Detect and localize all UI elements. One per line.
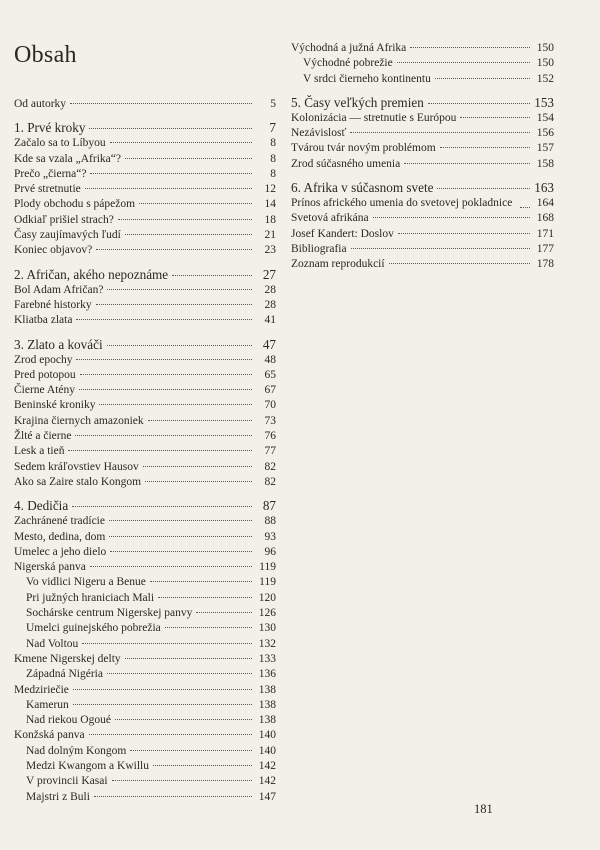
toc-entry [14,313,276,328]
toc-entry-title: 3. Zlato a kováči [14,336,103,352]
toc-entry-title: Zoznam reprodukcií [291,258,385,271]
toc-entry-title: 1. Prvé kroky [14,120,86,136]
dot-leader [85,188,252,189]
toc-entry [291,72,554,87]
dot-leader [109,520,252,521]
dot-leader [125,658,252,659]
toc-entry-title: Ako sa Zaire stalo Kongom [14,475,142,488]
toc-entry-page: 77 [264,445,276,458]
dot-leader [118,219,252,220]
toc-entry [291,111,554,126]
dot-leader [389,263,530,264]
toc-entry-title: Zrod súčasného umenia [291,157,401,170]
toc-right-column [291,41,554,273]
dot-leader [145,481,252,482]
dot-leader [440,147,530,148]
toc-entry-title: Prínos afrického umenia do svetovej pokladnice [291,197,513,210]
toc-entry [291,196,554,211]
toc-entry-title: Kde sa vzala „Afrika“? [14,152,121,165]
toc-entry-title: Časy zaujímavých ľudí [14,229,121,242]
toc-entry-page: 153 [534,94,554,110]
dot-leader [109,536,252,537]
toc-entry [14,514,276,529]
toc-entry [14,444,276,459]
toc-entry-title: Kolonizácia — stretnutie s Európou [291,111,457,124]
toc-entry-page: 130 [258,622,276,635]
toc-entry-title: Umelec a jeho dielo [14,545,107,558]
toc-entry-page: 82 [264,475,276,488]
dot-leader [125,158,252,159]
toc-entry-title: Beninské kroniky [14,399,96,412]
toc-entry [291,141,554,156]
dot-leader [397,62,530,63]
toc-entry [14,667,276,682]
toc-entry-page: 168 [536,212,554,225]
dot-leader [398,233,530,234]
toc-entry-page: 14 [264,198,276,211]
toc-entry-page: 88 [264,515,276,528]
toc-entry [14,475,276,490]
toc-entry-title: Začalo sa to Líbyou [14,137,106,150]
toc-entry-page: 87 [262,498,276,514]
toc-entry-page: 82 [264,460,276,473]
toc-entry [14,197,276,212]
dot-leader [76,359,252,360]
toc-chapter-entry [14,497,276,514]
dot-leader [76,319,252,320]
dot-leader [107,673,252,674]
dot-leader [404,163,530,164]
toc-left-column [14,97,276,805]
toc-entry-title: Západná Nigéria [26,668,103,681]
toc-entry-title: Od autorky [14,98,67,110]
toc-entry-title: Bol Adam Afričan? [14,283,104,296]
toc-chapter-entry [14,266,276,283]
toc-entry-title: Prvé stretnutie [14,183,81,196]
page-title: Obsah [14,42,77,68]
toc-entry [291,126,554,141]
toc-entry-page: 163 [534,180,554,196]
toc-entry [14,575,276,590]
toc-entry-title: V srdci čierneho kontinentu [303,72,431,85]
toc-entry-page: 8 [270,167,276,180]
toc-entry-page: 154 [536,111,554,124]
dot-leader [520,207,530,208]
dot-leader [73,704,252,705]
toc-entry-page: 132 [258,637,276,650]
toc-entry-page: 18 [264,213,276,226]
toc-entry-page: 120 [258,591,276,604]
toc-entry-page: 28 [264,298,276,311]
toc-entry-title: Kmene Nigerskej delty [14,652,121,665]
toc-entry [291,257,554,272]
toc-entry-title: 4. Dedičia [14,498,69,514]
toc-entry [291,227,554,242]
toc-entry-title: Mesto, dedina, dom [14,530,106,543]
toc-entry [14,228,276,243]
toc-entry-page: 126 [258,607,276,620]
toc-entry-title: Majstri z Buli [26,790,90,803]
toc-entry [14,353,276,368]
toc-entry [14,243,276,258]
toc-entry-title: Konžská panva [14,729,85,742]
toc-entry [14,606,276,621]
toc-entry-page: 164 [536,197,554,210]
dot-leader [75,435,252,436]
toc-entry-page: 133 [258,652,276,665]
toc-entry-page: 73 [264,414,276,427]
toc-entry [291,56,554,71]
toc-entry-page: 142 [258,775,276,788]
toc-entry [14,368,276,383]
toc-entry [14,713,276,728]
toc-entry-title: 6. Afrika v súčasnom svete [291,180,434,196]
toc-entry [291,157,554,172]
dot-leader [107,289,252,290]
toc-entry-page: 8 [270,152,276,165]
toc-entry-page: 67 [264,384,276,397]
dot-leader [70,103,252,104]
dot-leader [125,234,252,235]
toc-entry [14,728,276,743]
toc-entry [14,136,276,151]
toc-entry-title: Medzi Kwangom a Kwillu [26,759,149,772]
toc-entry-page: 140 [258,744,276,757]
toc-entry-page: 157 [536,142,554,155]
toc-chapter-entry [14,336,276,353]
toc-entry [291,242,554,257]
toc-entry-title: Sochárske centrum Nigerskej panvy [26,607,193,620]
toc-entry-page: 47 [262,336,276,352]
dot-leader [94,796,252,797]
toc-entry-page: 48 [264,353,276,366]
dot-leader [110,551,252,552]
toc-entry-title: Svetová afrikána [291,212,369,225]
toc-entry-page: 140 [258,729,276,742]
dot-leader [373,217,530,218]
toc-entry [14,97,276,112]
dot-leader [68,450,252,451]
toc-entry [291,41,554,56]
toc-entry-page: 177 [536,242,554,255]
toc-entry-page: 156 [536,127,554,140]
toc-entry [14,774,276,789]
dot-leader [435,78,530,79]
toc-entry-page: 23 [264,244,276,257]
toc-entry [14,213,276,228]
dot-leader [90,173,252,174]
toc-entry-title: Bibliografia [291,242,347,255]
toc-entry-title: Medziriečie [14,683,69,696]
toc-entry-title: Nad dolným Kongom [26,744,127,757]
toc-entry [14,637,276,652]
toc-entry-page: 142 [258,759,276,772]
toc-entry-title: Nigerská panva [14,561,86,574]
toc-entry [14,530,276,545]
toc-entry-title: Žlté a čierne [14,430,72,443]
toc-chapter-entry [14,119,276,136]
toc-entry-title: V provincii Kasai [26,775,108,788]
dot-leader [196,612,252,613]
dot-leader [428,103,530,104]
toc-entry-page: 138 [258,683,276,696]
toc-entry-page: 65 [264,368,276,381]
toc-entry-title: Sedem kráľovstiev Hausov [14,460,139,473]
toc-entry-page: 27 [262,266,276,282]
toc-entry-title: Odkiaľ prišiel strach? [14,213,114,226]
toc-entry-title: Nad Voltou [26,637,79,650]
toc-entry-title: Plody obchodu s pápežom [14,198,136,211]
toc-entry [14,283,276,298]
toc-entry-page: 7 [269,120,276,136]
dot-leader [130,750,252,751]
toc-entry-page: 158 [536,157,554,170]
toc-entry-page: 76 [264,430,276,443]
toc-entry-page: 171 [536,227,554,240]
toc-entry [291,211,554,226]
dot-leader [460,117,530,118]
toc-entry-page: 138 [258,714,276,727]
toc-entry [14,621,276,636]
toc-entry [14,591,276,606]
dot-leader [96,304,252,305]
toc-entry [14,790,276,805]
toc-entry-page: 12 [264,183,276,196]
toc-entry-title: Východné pobrežie [303,57,393,70]
toc-entry-title: 5. Časy veľkých premien [291,94,424,110]
toc-entry [14,759,276,774]
toc-entry-page: 178 [536,258,554,271]
toc-entry-title: Zachránené tradície [14,515,105,528]
dot-leader [112,780,252,781]
toc-entry [14,460,276,475]
dot-leader [350,132,530,133]
toc-entry [14,560,276,575]
toc-entry-page: 28 [264,283,276,296]
toc-entry [14,398,276,413]
toc-entry-page: 150 [536,42,554,54]
toc-entry-title: Nad riekou Ogoué [26,714,111,727]
toc-entry [14,429,276,444]
toc-entry-page: 150 [536,57,554,70]
dot-leader [410,47,530,48]
toc-entry-page: 119 [259,576,276,589]
toc-entry-title: Vo vidlici Nigeru a Benue [26,576,146,589]
dot-leader [89,734,252,735]
toc-entry-page: 41 [264,314,276,327]
dot-leader [99,404,252,405]
dot-leader [172,275,252,276]
toc-entry [14,744,276,759]
toc-entry [14,182,276,197]
toc-entry-title: Kliatba zlata [14,314,73,327]
toc-entry-title: Prečo „čierna“? [14,167,87,180]
toc-entry-page: 93 [264,530,276,543]
toc-entry [14,652,276,667]
dot-leader [139,203,252,204]
toc-entry-page: 21 [264,229,276,242]
toc-entry [14,167,276,182]
toc-entry-title: Čierne Atény [14,384,75,397]
toc-entry-title: Koniec objavov? [14,244,93,257]
toc-chapter-entry [291,94,554,111]
toc-entry-page: 147 [258,790,276,803]
toc-entry-page: 138 [258,698,276,711]
dot-leader [143,466,252,467]
toc-chapter-entry [291,179,554,196]
toc-entry-title: 2. Afričan, akého nepoznáme [14,266,169,282]
toc-entry-page: 70 [264,399,276,412]
dot-leader [110,142,252,143]
dot-leader [153,765,252,766]
toc-entry [14,383,276,398]
toc-entry-title: Zrod epochy [14,353,73,366]
dot-leader [148,420,252,421]
dot-leader [115,719,252,720]
toc-entry [14,414,276,429]
dot-leader [79,389,252,390]
toc-entry-title: Pred potopou [14,368,76,381]
toc-entry-page: 152 [536,72,554,85]
toc-entry-title: Nezávislosť [291,127,347,140]
toc-entry-page: 136 [258,668,276,681]
toc-entry-title: Kamerun [26,698,69,711]
toc-entry-title: Pri južných hraniciach Mali [26,591,155,604]
dot-leader [80,374,252,375]
dot-leader [73,689,252,690]
dot-leader [437,188,530,189]
toc-entry [14,698,276,713]
toc-entry-title: Lesk a tieň [14,445,65,458]
dot-leader [72,506,252,507]
toc-entry [14,683,276,698]
toc-entry-title: Farebné historky [14,298,92,311]
toc-entry-title: Východná a južná Afrika [291,42,407,54]
toc-entry-page: 8 [270,137,276,150]
dot-leader [96,249,252,250]
toc-entry-title: Josef Kandert: Doslov [291,227,394,240]
toc-entry-page: 119 [259,561,276,574]
toc-entry-title: Krajina čiernych amazoniek [14,414,144,427]
toc-entry [14,152,276,167]
dot-leader [150,581,252,582]
toc-entry [14,298,276,313]
dot-leader [351,248,530,249]
page-number: 181 [474,802,493,816]
dot-leader [82,643,252,644]
toc-entry-title: Tvárou tvár novým problémom [291,142,436,155]
toc-entry-title: Umelci guinejského pobrežia [26,622,161,635]
dot-leader [90,566,252,567]
toc-entry [14,545,276,560]
toc-entry-page: 5 [270,98,276,110]
dot-leader [89,128,252,129]
dot-leader [107,345,252,346]
dot-leader [158,597,252,598]
toc-entry-page: 96 [264,545,276,558]
dot-leader [165,627,252,628]
